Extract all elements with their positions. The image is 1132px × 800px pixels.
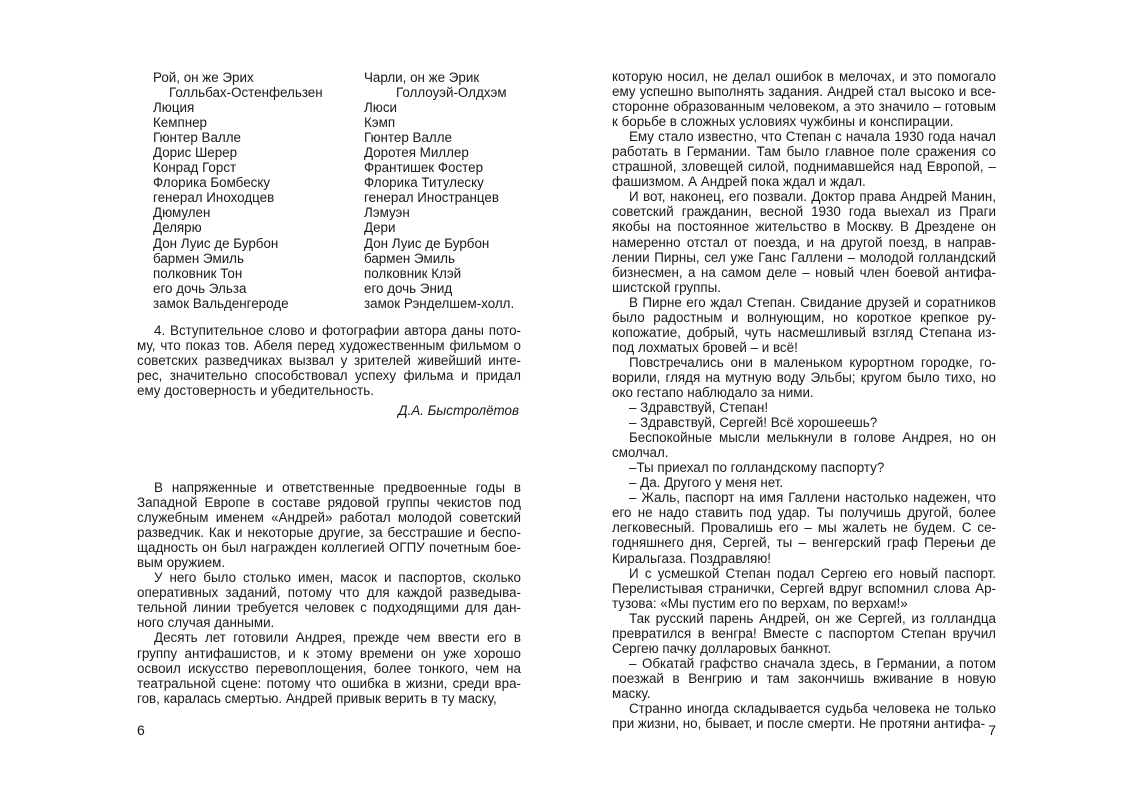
cast-original-name: замок Вальденгероде: [153, 295, 289, 311]
cast-original-name: Делярю: [153, 220, 202, 236]
cast-film-name: Чарли, он же Эрик: [364, 70, 480, 85]
cast-original-name: Конрад Горст: [153, 160, 237, 176]
paragraph: Беспокойные мысли мелькнули в голове Андрея, но он смолчал.: [612, 430, 996, 461]
paragraph: – Да. Другого у меня нет.: [629, 475, 784, 491]
paragraph: И с усмешкой Степан подал Сергею его новый паспорт. Перелистывая странички, Сергей вдруг вспомнил слова Артузова: «Мы пустим его по верхам, по верхам!»: [612, 565, 996, 611]
cast-film-name: Гюнтер Валле: [364, 130, 452, 146]
cast-original-name: Дорис Шерер: [153, 145, 238, 161]
cast-original-name: Голльбах-Остенфельзен: [169, 85, 323, 101]
cast-row: [153, 115, 523, 130]
paragraph: –Ты приехал по голландскому паспорту?: [629, 460, 885, 476]
paragraph: Повстречались они в маленьком курортном городке, говорили, глядя на мутную воду Эльбы; кругом было тихо, но око гестапо наблюдало за ними.: [612, 354, 996, 400]
page-number-left: 6: [137, 722, 145, 738]
cast-film-name: Дери: [364, 220, 396, 236]
cast-original-name: Люция: [153, 100, 195, 116]
cast-row: [153, 296, 523, 311]
cast-film-name: Кэмп: [364, 115, 396, 131]
cast-film-name: полковник Клэй: [364, 265, 462, 281]
cast-original-name: Кемпнер: [153, 115, 207, 131]
cast-film-name: его дочь Энид: [364, 280, 453, 296]
left-body-text: [137, 480, 521, 706]
paragraph: Странно иногда складывается судьба человека не только при жизни, но, бывает, и после смерти. Не протяни антифа-: [612, 700, 996, 732]
cast-film-name: Франтишек Фостер: [364, 160, 484, 176]
cast-row: [153, 70, 523, 85]
paragraph: Так русский парень Андрей, он же Сергей, из голландца превратился в венгра! Вместе с паспортом Степан вручил Сергею пачку долларовых банкнот.: [612, 610, 996, 656]
paragraph: – Обкатай графство сначала здесь, в Германии, а потом поезжай в Венгрию и там закончишь вживание в новую маску.: [612, 655, 996, 701]
cast-row: [153, 100, 523, 115]
cast-original-name: Рой, он же Эрих: [153, 70, 254, 85]
paragraph: В Пирне его ждал Степан. Свидание друзей и соратников было радостным и волнующим, но короткое крепкое рукопожатие, добрый, чуть насмешливый взгляд Степана изпод лохматых бровей – и всё!: [612, 294, 996, 355]
cast-row: [153, 205, 523, 220]
cast-row: [153, 85, 523, 100]
cast-film-name: замок Рэнделшем-холл.: [364, 295, 515, 311]
cast-row: [153, 130, 523, 145]
cast-row: [153, 281, 523, 296]
cast-film-name: Люси: [364, 100, 398, 116]
cast-original-name: Флорика Бомбеску: [153, 175, 271, 191]
page-number-right: 7: [988, 722, 996, 738]
cast-row: [153, 266, 523, 281]
cast-original-name: Гюнтер Валле: [153, 130, 241, 146]
cast-original-name: бармен Эмиль: [153, 250, 244, 266]
cast-original-name: полковник Тон: [153, 265, 243, 281]
paragraph: – Жаль, паспорт на имя Галлени настолько надежен, что его не надо ставить под удар. Ты получишь другой, более легковесный. Провалишь его – мы жалеть не будем. С сегодняшнего дня, Сергей, ты – венгерский граф Перењи де Киральгаза. Поздравляю!: [612, 490, 996, 566]
paragraph: – Здравствуй, Сергей! Всё хорошеешь?: [629, 415, 878, 431]
paragraph: В напряженные и ответственные предвоенные годы в Западной Европе в составе рядовой группы чекистов под служебным именем «Андрей» работал молодой советский разведчик. Как и некоторые другие, за бесстрашие и беспощадность он был награжден коллегией ОГПУ почетным боевым оружием.: [137, 480, 521, 571]
cast-row: [153, 160, 523, 175]
cast-original-name: его дочь Эльза: [153, 280, 247, 296]
cast-row: [153, 220, 523, 235]
author-signature: Д.А. Быстролётов: [398, 403, 519, 418]
left-page: [137, 0, 521, 800]
cast-original-name: Дон Луис де Бурбон: [153, 235, 279, 251]
cast-row: [153, 251, 523, 266]
cast-row: [153, 175, 523, 190]
right-page: [612, 0, 996, 800]
paragraph: Десять лет готовили Андрея, прежде чем ввести его в группу антифашистов, и к этому времени он уже хорошо освоил искусство перевоплощения, более тонкого, чем на театральной сцене: потому что ошибка в жизни, среди врагов, каралась смертью. Андрей привык верить в ту маску,: [137, 630, 521, 706]
cast-list: [153, 70, 523, 311]
cast-film-name: Лэмуэн: [364, 205, 410, 221]
paragraph: У него было столько имен, масок и паспортов, сколько оперативных заданий, потому что для каждой разведывательной линии требуется человек с подходящими для данного случая данными.: [137, 570, 521, 631]
cast-original-name: генерал Иноходцев: [153, 190, 275, 206]
cast-film-name: Доротея Миллер: [364, 145, 469, 161]
note-paragraph: [137, 323, 521, 398]
note-text: 4. Вступительное слово и фотографии автора даны потому, что показ тов. Абеля перед художественным фильмом о советских разведчиках вызвал у зрителей живейший интерес, значительно способствовал успеху фильма и придал ему достоверность и убедительность.: [137, 323, 521, 399]
cast-row: [153, 236, 523, 251]
paragraph: Ему стало известно, что Степан с начала 1930 года начал работать в Германии. Там было главное поле сражения со страшной, зловещей силой, поднимавшейся над Европой, – фашизмом. А Андрей пока ждал и ждал.: [612, 129, 996, 190]
cast-film-name: Флорика Титулеску: [364, 175, 484, 191]
cast-row: [153, 145, 523, 160]
paragraph: – Здравствуй, Степан!: [629, 400, 769, 416]
paragraph: И вот, наконец, его позвали. Доктор права Андрей Манин, советский гражданин, весной 1930 года выехал из Праги якобы на постоянное жительство в Москву. В Дрездене он намеренно отстал от поезда, и на другой поезд, в направлении Пирны, сел уже Ганс Галлени – молодой голландский бизнесмен, а на самом деле – новый член боевой антифашистской группы.: [612, 189, 996, 295]
right-body-text: [612, 69, 996, 731]
cast-film-name: Дон Луис де Бурбон: [364, 235, 490, 251]
cast-film-name: Голлоуэй-Олдхэм: [396, 85, 507, 101]
cast-row: [153, 190, 523, 205]
cast-original-name: Дюмулен: [153, 205, 211, 221]
cast-film-name: бармен Эмиль: [364, 250, 455, 266]
paragraph: которую носил, не делал ошибок в мелочах, и это помогало ему успешно выполнять задания. Андрей стал высоко и всесторонне образованным человеком, а это значило – готовым к борьбе в сложных условиях чужбины и конспирации.: [612, 69, 996, 130]
cast-film-name: генерал Иностранцев: [364, 190, 499, 206]
